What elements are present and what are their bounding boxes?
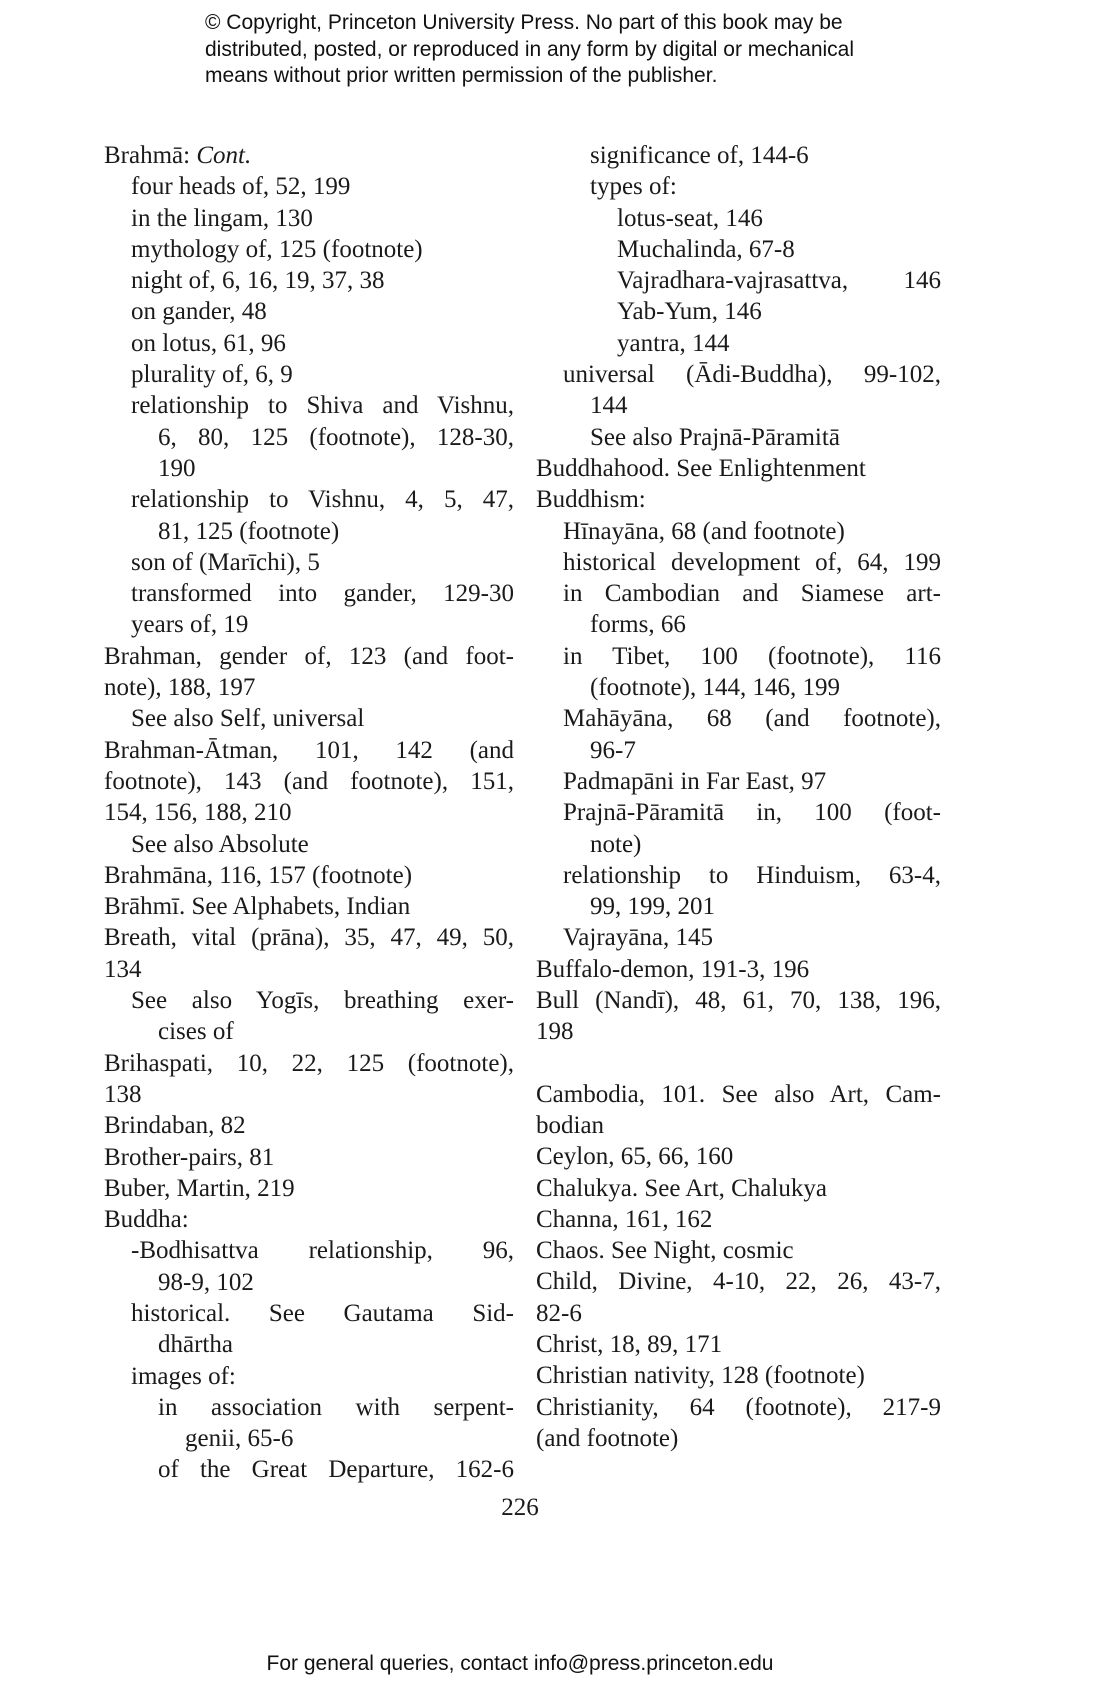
index-entry-text: Brahman, gender of, 123 (and foot- bbox=[104, 642, 514, 670]
index-entry-text: genii, 65-6 bbox=[185, 1425, 294, 1453]
index-entry-text: years of, 19 bbox=[131, 611, 249, 639]
index-entry-text: Brahmā: bbox=[104, 142, 197, 169]
index-entry-text: Prajnā-Pāramitā in, 100 (foot- bbox=[563, 799, 941, 827]
index-entry bbox=[104, 1016, 514, 1047]
index-entry bbox=[536, 954, 941, 985]
index-entry bbox=[536, 641, 941, 672]
index-entry-text: Chaos. See Night, cosmic bbox=[536, 1237, 794, 1265]
index-entry bbox=[536, 829, 941, 860]
index-entry-text: plurality of, 6, 9 bbox=[131, 361, 293, 389]
index-entry-text: 99, 199, 201 bbox=[590, 893, 715, 921]
index-entry bbox=[536, 1141, 941, 1172]
index-entry bbox=[104, 1361, 514, 1392]
index-entry bbox=[536, 1329, 941, 1360]
index-entry-text: four heads of, 52, 199 bbox=[131, 173, 351, 201]
index-entry bbox=[536, 390, 941, 421]
index-entry bbox=[536, 1204, 941, 1235]
index-entry bbox=[104, 985, 514, 1016]
index-gap bbox=[536, 1048, 941, 1079]
index-entry bbox=[536, 1298, 941, 1329]
index-entry-text: note), 188, 197 bbox=[104, 674, 256, 702]
index-entry bbox=[536, 703, 941, 734]
index-entry bbox=[104, 203, 514, 234]
index-entry bbox=[536, 985, 941, 1016]
index-entry bbox=[536, 1235, 941, 1266]
index-entry bbox=[104, 829, 514, 860]
index-entry bbox=[536, 922, 941, 953]
copyright-line: © Copyright, Princeton University Press. No part of this book may be bbox=[205, 11, 843, 34]
index-entry-text: in Tibet, 100 (footnote), 116 bbox=[563, 642, 941, 670]
index-entry-text: relationship to Hinduism, 63-4, bbox=[563, 861, 941, 889]
footer-contact: For general queries, contact info@press.princeton.edu bbox=[266, 1652, 774, 1675]
index-entry-text: -Bodhisattva relationship, 96, bbox=[131, 1237, 514, 1265]
index-entry bbox=[104, 641, 514, 672]
index-entry-text: transformed into gander, 129-30 bbox=[131, 580, 514, 608]
index-entry-text: mythology of, 125 (footnote) bbox=[131, 235, 423, 263]
index-entry-text: on gander, 48 bbox=[131, 298, 267, 326]
copyright-notice bbox=[205, 10, 965, 90]
index-entry-text: Buddhism: bbox=[536, 486, 646, 514]
index-entry bbox=[104, 1235, 514, 1266]
index-entry bbox=[104, 1142, 514, 1173]
copyright-line: means without prior written permission of the publisher. bbox=[205, 64, 718, 87]
index-entry bbox=[536, 860, 941, 891]
copyright-line: distributed, posted, or reproduced in any form by digital or mechanical bbox=[205, 37, 855, 61]
index-entry-text: Vajrayāna, 145 bbox=[563, 924, 713, 952]
index-entry-text: Brihaspati, 10, 22, 125 (footnote), bbox=[104, 1049, 514, 1077]
index-entry-text: See also Prajnā-Pāramitā bbox=[590, 423, 840, 451]
index-entry-text: Christian nativity, 128 (footnote) bbox=[536, 1362, 865, 1390]
index-entry bbox=[536, 735, 941, 766]
index-entry bbox=[536, 1173, 941, 1204]
index-entry-text: Hīnayāna, 68 (and footnote) bbox=[563, 517, 845, 545]
index-entry bbox=[104, 422, 514, 453]
index-entry bbox=[104, 516, 514, 547]
index-entry bbox=[536, 453, 941, 484]
index-entry bbox=[536, 1360, 941, 1391]
index-entry bbox=[536, 1016, 941, 1047]
index-entry-text: bodian bbox=[536, 1111, 605, 1139]
index-entry-text: See also Yogīs, breathing exer- bbox=[131, 987, 514, 1015]
index-entry bbox=[104, 1267, 514, 1298]
index-entry bbox=[536, 891, 941, 922]
index-entry bbox=[104, 609, 514, 640]
index-entry bbox=[104, 1110, 514, 1141]
index-entry bbox=[104, 1298, 514, 1329]
index-entry bbox=[104, 703, 514, 734]
index-entry bbox=[104, 1329, 514, 1360]
index-entry-text: Buddha: bbox=[104, 1206, 189, 1234]
index-entry-text: 144 bbox=[590, 392, 628, 420]
index-entry bbox=[104, 735, 514, 766]
index-entry-text: 96-7 bbox=[590, 736, 636, 764]
index-entry bbox=[536, 672, 941, 703]
index-entry bbox=[104, 954, 514, 985]
index-entry-text: forms, 66 bbox=[590, 611, 686, 639]
index-entry-text: Breath, vital (prāna), 35, 47, 49, 50, bbox=[104, 924, 514, 952]
index-entry-text: 198 bbox=[536, 1018, 574, 1046]
index-entry-text: Chalukya. See Art, Chalukya bbox=[536, 1174, 827, 1202]
index-entry-text: Vajradhara-vajrasattva, 146 bbox=[617, 267, 941, 295]
index-entry bbox=[104, 1423, 514, 1454]
index-entry bbox=[104, 1048, 514, 1079]
index-entry bbox=[536, 203, 941, 234]
index-entry bbox=[104, 860, 514, 891]
index-entry-text: cises of bbox=[158, 1018, 234, 1046]
index-entry-text: Cambodia, 101. See also Art, Cam- bbox=[536, 1080, 941, 1108]
index-entry-text: dhārtha bbox=[158, 1331, 233, 1359]
index-entry-text: significance of, 144-6 bbox=[590, 142, 809, 169]
index-entry bbox=[104, 891, 514, 922]
index-entry bbox=[104, 390, 514, 421]
index-entry bbox=[104, 359, 514, 390]
index-entry bbox=[104, 922, 514, 953]
index-entry bbox=[536, 1110, 941, 1141]
index-entry bbox=[536, 766, 941, 797]
index-entry bbox=[536, 1423, 941, 1454]
index-entry bbox=[536, 547, 941, 578]
index-entry-text: in Cambodian and Siamese art- bbox=[563, 580, 941, 608]
index-entry-text: relationship to Vishnu, 4, 5, 47, bbox=[131, 486, 514, 514]
index-entry-text: Channa, 161, 162 bbox=[536, 1205, 713, 1233]
index-entry bbox=[536, 328, 941, 359]
index-entry bbox=[536, 1266, 941, 1297]
index-entry-text: historical. See Gautama Sid- bbox=[131, 1299, 514, 1327]
index-entry-text: 98-9, 102 bbox=[158, 1268, 254, 1296]
index-entry-text: images of: bbox=[131, 1362, 236, 1390]
index-entry-text: of the Great Departure, 162-6 bbox=[158, 1456, 514, 1484]
index-entry-text: Buddhahood. See Enlightenment bbox=[536, 454, 866, 482]
index-entry-text: note) bbox=[590, 830, 642, 858]
index-entry bbox=[536, 140, 941, 171]
index-entry bbox=[104, 484, 514, 515]
index-entry-text: historical development of, 64, 199 bbox=[563, 548, 941, 576]
index-entry bbox=[104, 672, 514, 703]
page-number: 226 bbox=[501, 1494, 539, 1521]
index-column-right bbox=[536, 140, 941, 1454]
index-entry-text: on lotus, 61, 96 bbox=[131, 329, 286, 357]
index-entry-text: Brāhmī. See Alphabets, Indian bbox=[104, 893, 411, 921]
index-entry bbox=[536, 516, 941, 547]
index-entry-text: Brahmāna, 116, 157 (footnote) bbox=[104, 861, 413, 889]
index-entry bbox=[536, 578, 941, 609]
index-entry bbox=[536, 1392, 941, 1423]
index-entry-text: Muchalinda, 67-8 bbox=[617, 235, 795, 263]
index-entry-text: night of, 6, 16, 19, 37, 38 bbox=[131, 267, 385, 295]
index-entry-text: Bull (Nandī), 48, 61, 70, 138, 196, bbox=[536, 987, 941, 1015]
index-entry-text: Christianity, 64 (footnote), 217-9 bbox=[536, 1393, 941, 1421]
index-entry bbox=[536, 265, 941, 296]
index-entry bbox=[536, 296, 941, 327]
index-entry bbox=[104, 265, 514, 296]
index-entry bbox=[104, 453, 514, 484]
index-entry bbox=[104, 1392, 514, 1423]
index-entry bbox=[536, 609, 941, 640]
index-entry-text: footnote), 143 (and footnote), 151, bbox=[104, 767, 514, 795]
index-entry bbox=[536, 234, 941, 265]
index-entry bbox=[104, 1079, 514, 1110]
index-entry-text: Padmapāni in Far East, 97 bbox=[563, 767, 827, 795]
index-entry bbox=[104, 797, 514, 828]
index-entry-text: 134 bbox=[104, 955, 142, 983]
index-entry-text: Ceylon, 65, 66, 160 bbox=[536, 1143, 734, 1171]
index-entry-text: See also Absolute bbox=[131, 830, 309, 858]
index-entry-text: types of: bbox=[590, 173, 677, 201]
index-entry-text: Buber, Martin, 219 bbox=[104, 1174, 295, 1202]
index-column-left bbox=[104, 140, 514, 1486]
index-entry-text: 138 bbox=[104, 1080, 142, 1108]
index-entry-text: in association with serpent- bbox=[158, 1393, 514, 1421]
index-entry-text: 82-6 bbox=[536, 1299, 582, 1327]
index-entry-text: Buffalo-demon, 191-3, 196 bbox=[536, 955, 810, 983]
index-entry-text: Brindaban, 82 bbox=[104, 1112, 246, 1140]
index-entry bbox=[104, 578, 514, 609]
index-entry-text: Yab-Yum, 146 bbox=[617, 298, 762, 326]
index-entry-text: Christ, 18, 89, 171 bbox=[536, 1330, 723, 1358]
index-entry bbox=[536, 1079, 941, 1110]
index-entry-text: See also Self, universal bbox=[131, 705, 365, 733]
index-entry bbox=[104, 1454, 514, 1485]
index-entry bbox=[536, 484, 941, 515]
index-entry-text: (and footnote) bbox=[536, 1424, 679, 1452]
index-entry bbox=[104, 296, 514, 327]
index-entry bbox=[104, 234, 514, 265]
index-entry-text: 154, 156, 188, 210 bbox=[104, 799, 292, 827]
index-entry bbox=[536, 797, 941, 828]
index-entry bbox=[104, 140, 514, 171]
index-entry-text: yantra, 144 bbox=[617, 329, 730, 357]
index-entry-text: relationship to Shiva and Vishnu, bbox=[131, 392, 514, 420]
index-entry bbox=[104, 766, 514, 797]
index-entry-text: Brahman-Ātman, 101, 142 (and bbox=[104, 736, 514, 764]
index-entry-text: Child, Divine, 4-10, 22, 26, 43-7, bbox=[536, 1268, 941, 1296]
index-entry bbox=[536, 171, 941, 202]
index-entry-text: universal (Ādi-Buddha), 99-102, bbox=[563, 361, 941, 389]
index-entry bbox=[104, 1204, 514, 1235]
index-entry bbox=[536, 359, 941, 390]
index-entry bbox=[104, 1173, 514, 1204]
index-entry-text: 81, 125 (footnote) bbox=[158, 517, 340, 545]
index-entry-text: (footnote), 144, 146, 199 bbox=[590, 674, 840, 702]
index-entry-text: Mahāyāna, 68 (and footnote), bbox=[563, 705, 941, 733]
index-entry-text: 190 bbox=[158, 454, 196, 482]
index-entry bbox=[536, 422, 941, 453]
index-entry-text: son of (Marīchi), 5 bbox=[131, 548, 320, 576]
index-entry-text: Brother-pairs, 81 bbox=[104, 1143, 275, 1171]
index-entry bbox=[104, 171, 514, 202]
index-entry bbox=[104, 547, 514, 578]
index-entry-continued: Cont. bbox=[196, 142, 252, 169]
index-entry bbox=[104, 328, 514, 359]
index-entry-text: lotus-seat, 146 bbox=[617, 204, 763, 232]
index-entry-text: in the lingam, 130 bbox=[131, 204, 313, 232]
index-entry-text: 6, 80, 125 (footnote), 128-30, bbox=[158, 423, 514, 451]
